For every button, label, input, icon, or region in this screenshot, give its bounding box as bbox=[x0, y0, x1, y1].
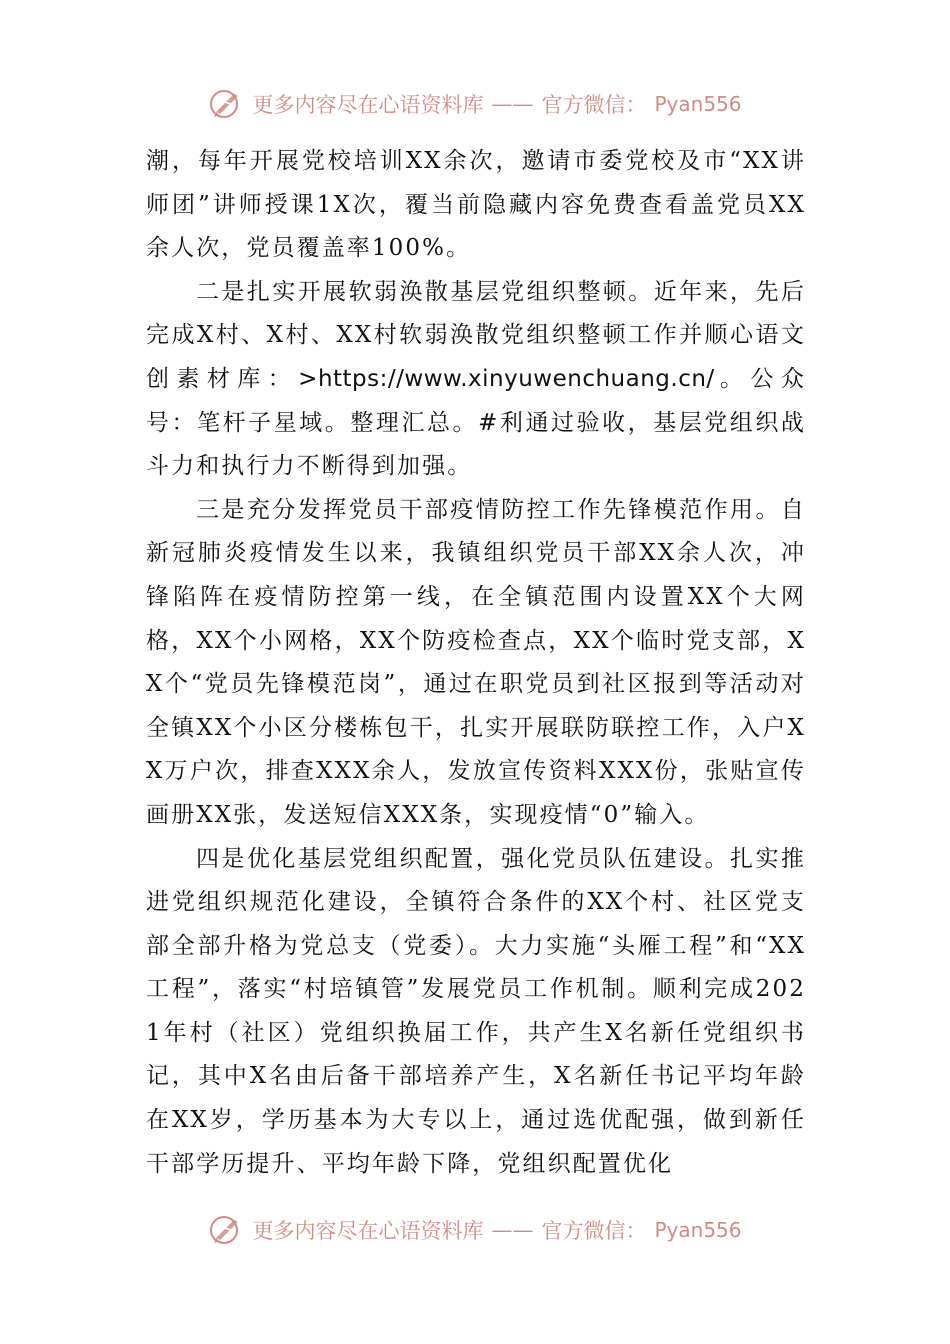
paragraph-1: 潮，每年开展党校培训XX余次，邀请市委党校及市“XX讲师团”讲师授课1X次，覆当前隐藏内容免费查看盖党员XX余人次，党员覆盖率100%。 bbox=[146, 148, 806, 262]
watermark-dash: —— bbox=[491, 92, 534, 116]
watermark-label: 官方微信： bbox=[541, 93, 647, 117]
watermark-handle: Pyan556 bbox=[654, 92, 742, 116]
paragraph-4: 四是优化基层党组织配置，强化党员队伍建设。扎实推进党组织规范化建设，全镇符合条件的XX个村、社区党支部全部升格为党总支（党委）。大力实施“头雁工程”和“XX工程”，落实“村培镇管”发展党员工作机制。顺利完成2021年村（社区）党组织换届工作，共产生X名新任党组织书记，其中X名由后备干部培养产生，X名新任书记平均年龄在XX岁，学历基本为大专以上，通过选优配强，做到新任干部学历提升、平均年龄下降，党组织配置优化 bbox=[146, 845, 806, 1177]
watermark-dash: —— bbox=[491, 1218, 534, 1242]
watermark-header bbox=[0, 84, 950, 124]
watermark-site-text: 更多内容尽在心语资料库 bbox=[252, 93, 484, 117]
paragraph-3: 三是充分发挥党员干部疫情防控工作先锋模范作用。自新冠肺炎疫情发生以来，我镇组织党员干部XX余人次，冲锋陷阵在疫情防控第一线，在全镇范围内设置XX个大网格，XX个小网格，XX个防疫检查点，XX个临时党支部，XX个“党员先锋模范岗”，通过在职党员到社区报到等活动对全镇XX个小区分楼栋包干，扎实开展联防联控工作，入户XX万户次，排查XXX余人，发放宣传资料XXX份，张贴宣传画册XX张，发送短信XXX条，实现疫情“0”输入。 bbox=[146, 496, 806, 828]
paragraph-2-text-after-url: 。公众号：笔杆子星域。整理汇总。#利通过验收，基层党组织战斗力和执行力不断得到加强。 bbox=[146, 365, 806, 480]
pen-logo-icon bbox=[208, 1212, 244, 1248]
paragraph-2-text-before-url: 二是扎实开展软弱涣散基层党组织整顿。近年来，先后完成X村、X村、XX村软弱涣散党组织整顿工作并顺心语文创素材库： bbox=[146, 278, 806, 392]
paragraph-2 bbox=[146, 271, 806, 489]
watermark-label: 官方微信： bbox=[541, 1219, 647, 1243]
watermark-site-text: 更多内容尽在心语资料库 bbox=[252, 1219, 484, 1243]
paragraph-2-url: >https://www.xinyuwenchuang.cn/ bbox=[298, 365, 715, 392]
pen-logo-icon bbox=[208, 86, 244, 122]
watermark-footer bbox=[0, 1210, 950, 1250]
watermark-handle: Pyan556 bbox=[654, 1218, 742, 1242]
document-body bbox=[146, 140, 806, 1186]
